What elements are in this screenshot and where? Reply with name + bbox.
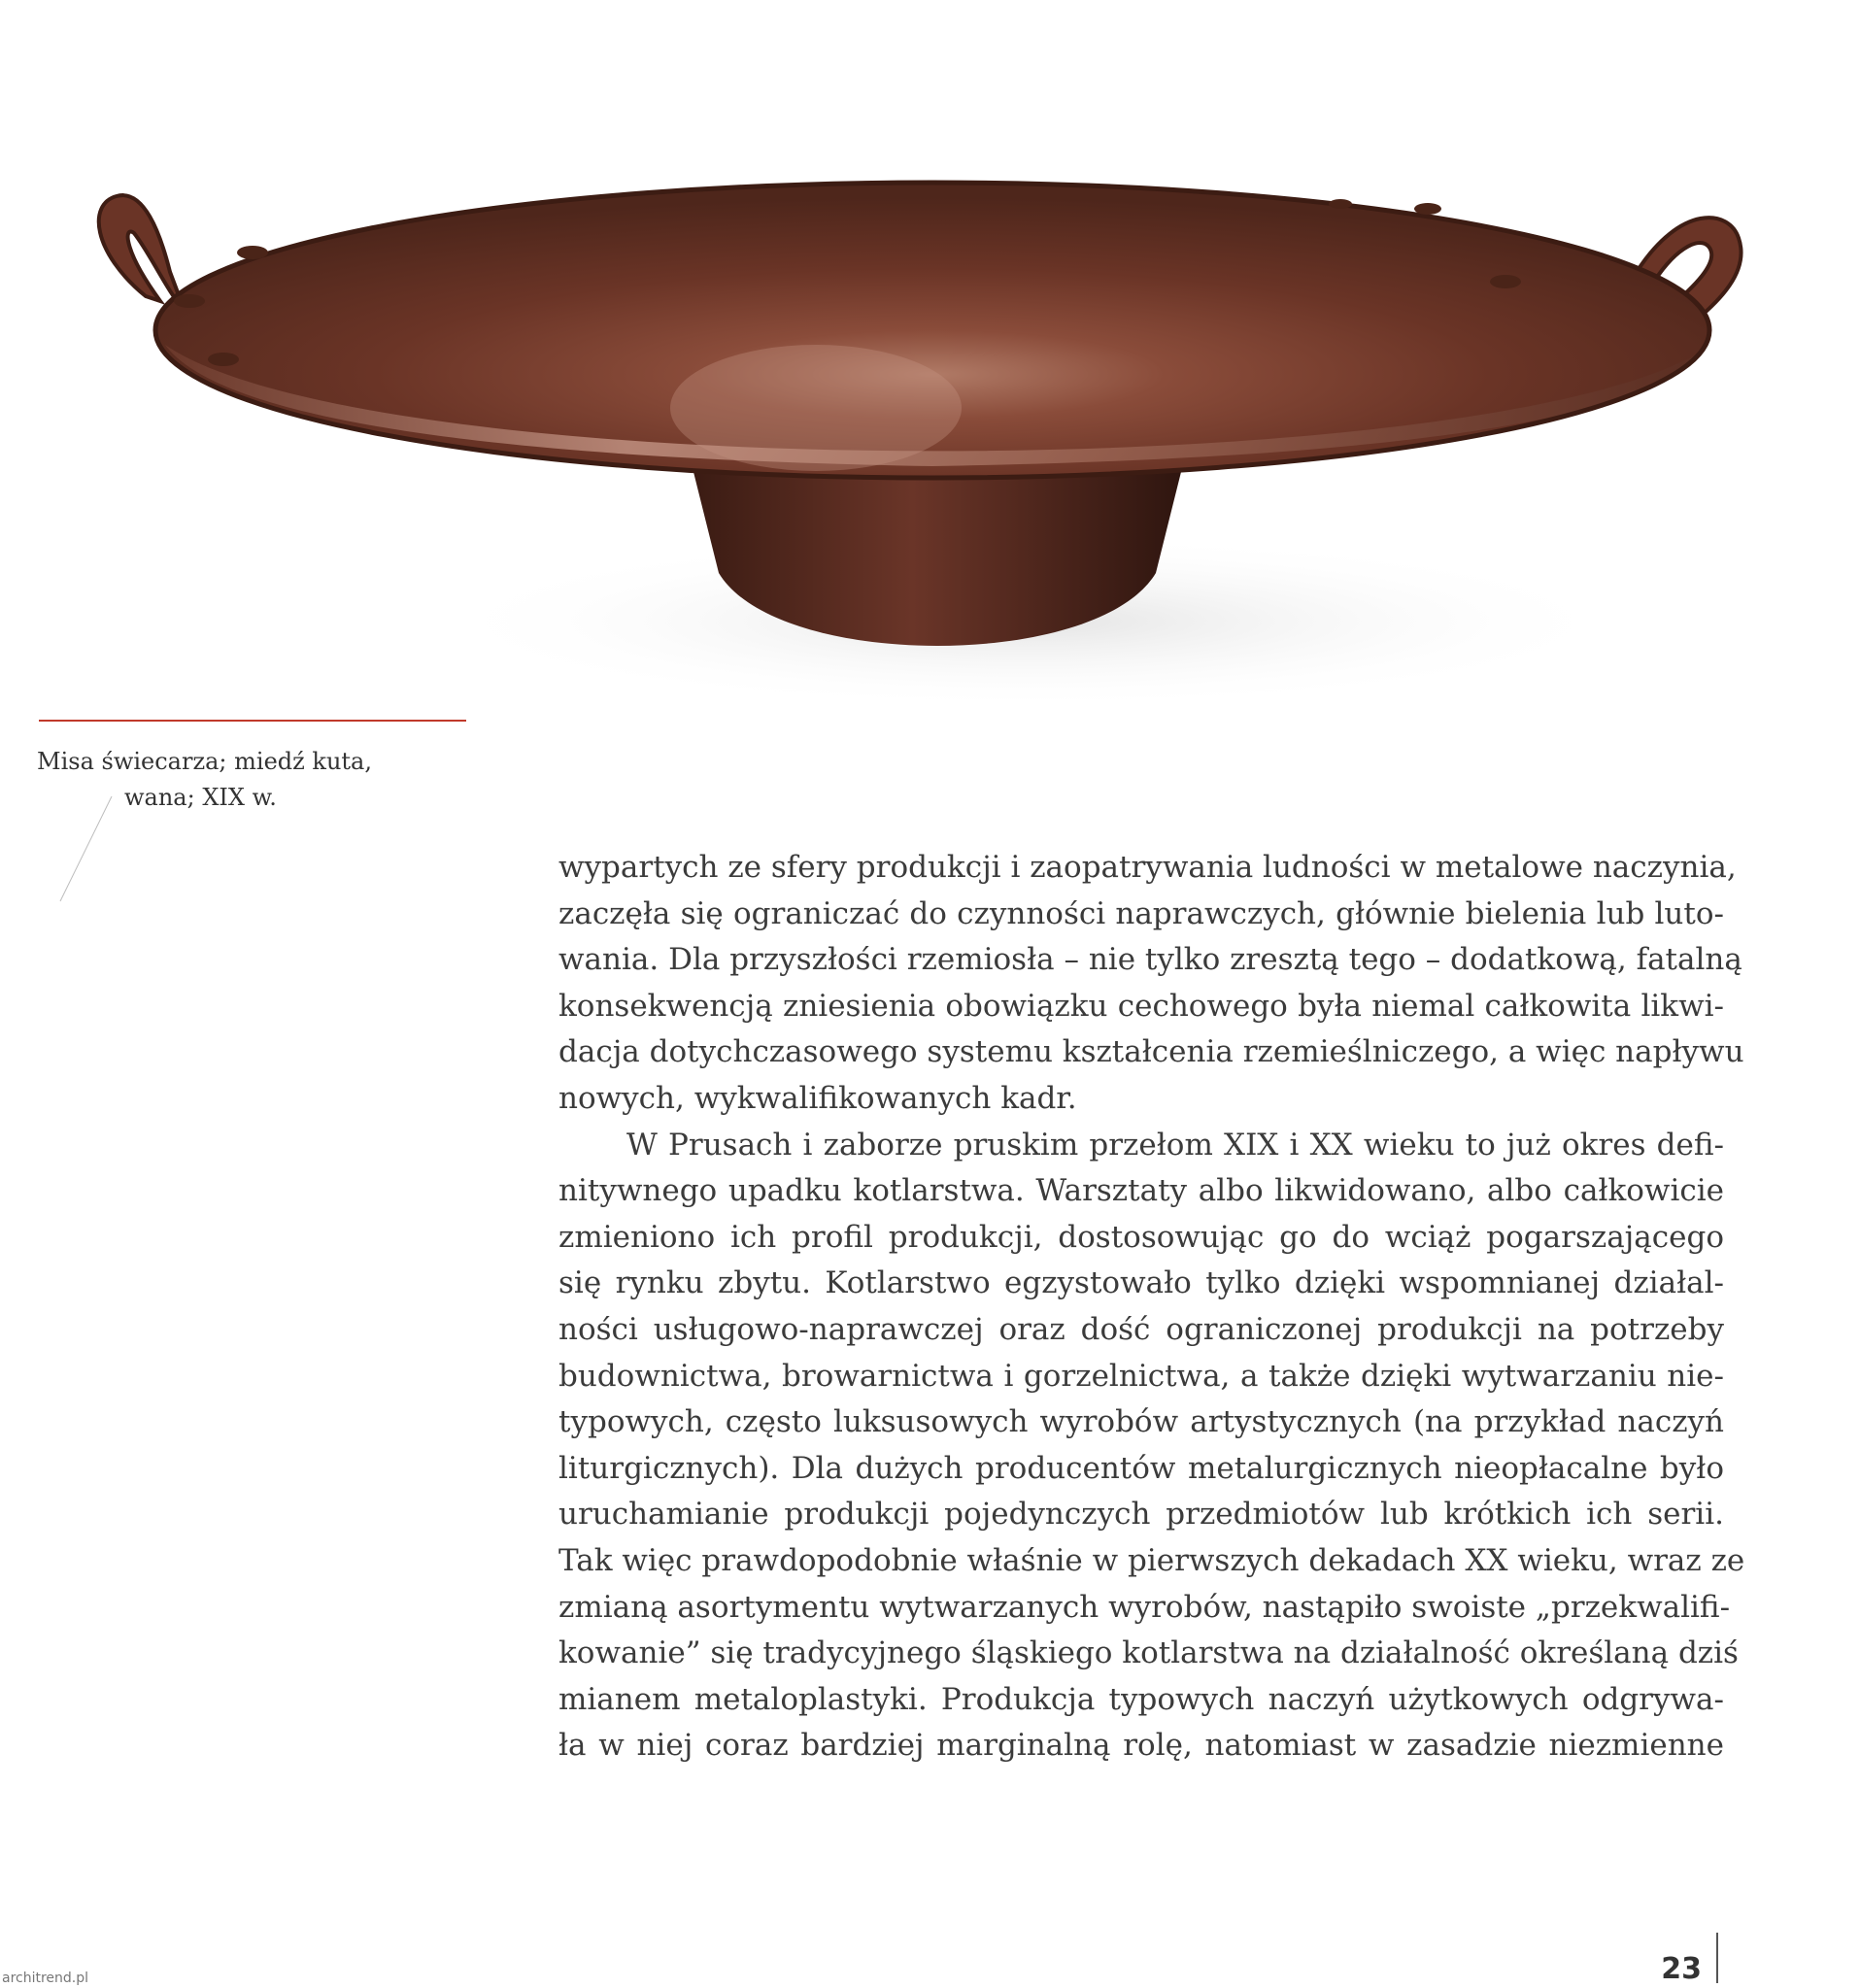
page-number-divider	[1716, 1933, 1718, 1983]
text-line: typowych, często luksusowych wyrobów artystycznych (na przykład naczyń	[558, 1404, 1724, 1440]
watermark: architrend.pl	[2, 1971, 89, 1986]
text-line: konsekwencją zniesienia obowiązku cechowego była niemal całkowita likwi-	[558, 988, 1724, 1024]
copper-bowl-icon	[78, 165, 1787, 758]
text-line: się rynku zbytu. Kotlarstwo egzystowało tylko dzięki wspomnianej działal-	[558, 1265, 1724, 1301]
caption-line-2: wana; XIX w.	[124, 784, 277, 811]
scan-artifact-line	[58, 796, 117, 903]
text-line: ności usługowo-naprawczej oraz dość ograniczonej produkcji na potrzeby	[558, 1311, 1724, 1347]
page-number: 23	[1661, 1952, 1702, 1986]
text-line: liturgicznych). Dla dużych producentów metalurgicznych nieopłacalne było	[558, 1450, 1724, 1486]
body-text	[558, 845, 1745, 1769]
copper-bowl-photo	[78, 165, 1787, 758]
text-line: dacja dotychczasowego systemu kształcenia rzemieślniczego, a więc napływu	[558, 1034, 1744, 1070]
paragraph-1	[558, 845, 1744, 1123]
text-line: mianem metaloplastyki. Produkcja typowych naczyń użytkowych odgrywa-	[558, 1681, 1724, 1717]
text-line: W Prusach i zaborze pruskim przełom XIX i XX wieku to już okres defi-	[626, 1127, 1724, 1162]
text-line: Tak więc prawdopodobnie właśnie w pierwszych dekadach XX wieku, wraz ze	[558, 1542, 1745, 1578]
text-line: budownictwa, browarnictwa i gorzelnictwa, a także dzięki wytwarzaniu nie-	[558, 1358, 1724, 1394]
text-line: ła w niej coraz bardziej marginalną rolę, natomiast w zasadzie niezmienne	[558, 1728, 1724, 1764]
paragraph-2	[558, 1123, 1745, 1769]
text-line: nowych, wykwalifikowanych kadr.	[558, 1080, 1077, 1116]
caption-line-1: Misa świecarza; miedź kuta,	[37, 748, 372, 775]
text-line: wypartych ze sfery produkcji i zaopatrywania ludności w metalowe naczynia,	[558, 850, 1737, 885]
caption-divider	[39, 720, 466, 722]
text-line: nitywnego upadku kotlarstwa. Warsztaty albo likwidowano, albo całkowicie	[558, 1173, 1724, 1209]
text-line: uruchamianie produkcji pojedynczych przedmiotów lub krótkich ich serii.	[558, 1497, 1724, 1533]
text-line: zaczęła się ograniczać do czynności naprawczych, głównie bielenia lub luto-	[558, 895, 1724, 931]
text-line: kowanie” się tradycyjnego śląskiego kotlarstwa na działalność określaną dziś	[558, 1635, 1739, 1671]
text-line: zmianą asortymentu wytwarzanych wyrobów, nastąpiło swoiste „przekwalifi-	[558, 1589, 1731, 1625]
text-line: wania. Dla przyszłości rzemiosła – nie tylko zresztą tego – dodatkową, fatalną	[558, 942, 1742, 978]
text-line: zmieniono ich profil produkcji, dostosowując go do wciąż pogarszającego	[558, 1219, 1724, 1255]
